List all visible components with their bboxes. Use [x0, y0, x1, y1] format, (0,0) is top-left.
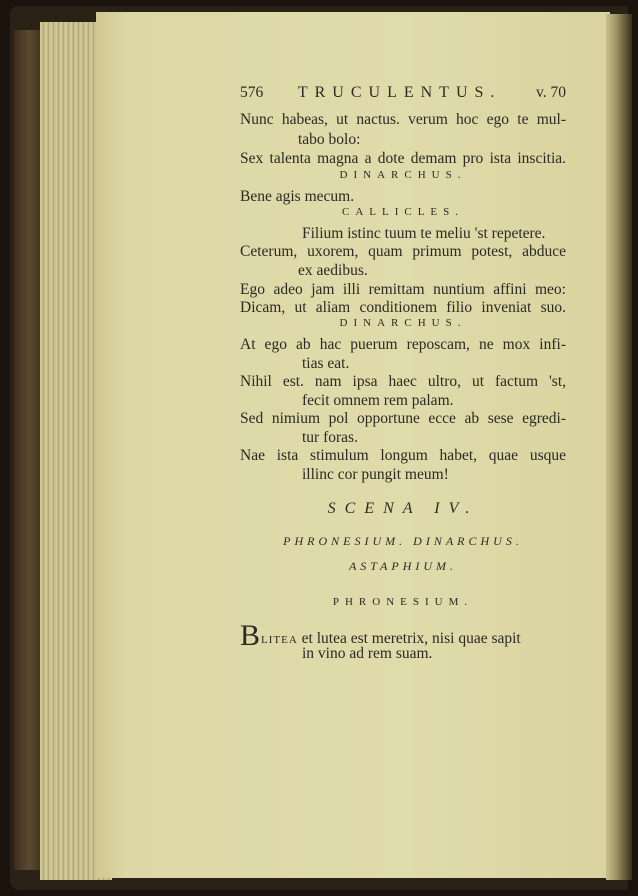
text-line: Dicam, ut aliam conditionem filio inveniat suo. — [240, 299, 566, 316]
text-line: in vino ad rem suam. — [302, 645, 433, 662]
drop-cap: B — [240, 619, 261, 652]
text-line: Ego adeo jam illi remittam nuntium affini meo: — [240, 281, 566, 298]
speaker-label: CALLICLES. — [341, 206, 465, 218]
speaker-label: PHRONESIUM. — [332, 596, 474, 608]
text-line: Sed nimium pol opportune ecce ab sese egredi- — [240, 410, 566, 427]
text-line: Nunc habeas, ut nactus. verum hoc ego te mul- — [240, 111, 566, 128]
text-line: Nihil est. nam ipsa haec ultro, ut factum 'st, — [240, 373, 566, 390]
scene-characters: ASTAPHIUM. — [348, 559, 458, 573]
text-line: Bene agis mecum. — [240, 188, 355, 205]
verse-number: v. 70 — [536, 84, 566, 101]
page-number: 576 — [240, 84, 264, 101]
speaker-label: DINARCHUS. — [339, 317, 467, 329]
running-title: TRUCULENTUS. — [297, 84, 502, 101]
scene-heading: SCENA IV. — [327, 500, 479, 517]
first-word-smallcaps: LITEA — [261, 634, 298, 646]
text-line: Nae ista stimulum longum habet, quae usque — [240, 447, 566, 464]
text-line: Ceterum, uxorem, quam primum potest, abduce — [240, 243, 566, 260]
text-line: illinc cor pungit meum! — [302, 466, 449, 483]
running-head — [240, 84, 566, 102]
text-line: ex aedibus. — [298, 262, 368, 279]
text-line: Sex talenta magna a dote demam pro ista inscitia. — [240, 150, 566, 167]
page-right-edge — [606, 14, 632, 880]
text-line-rest: et lutea est meretrix, nisi quae sapit — [297, 630, 521, 647]
text-line: At ego ab hac puerum reposcam, ne mox infi- — [240, 336, 566, 353]
text-line: tabo bolo: — [298, 131, 361, 148]
speaker-label: DINARCHUS. — [339, 169, 467, 181]
text-line: fecit omnem rem palam. — [302, 392, 454, 409]
text-line: tur foras. — [302, 429, 358, 446]
text-line: tias eat. — [302, 355, 350, 372]
scene-characters: PHRONESIUM. DINARCHUS. — [283, 534, 523, 548]
text-line: Filium istinc tuum te meliu 'st repetere. — [302, 225, 546, 242]
